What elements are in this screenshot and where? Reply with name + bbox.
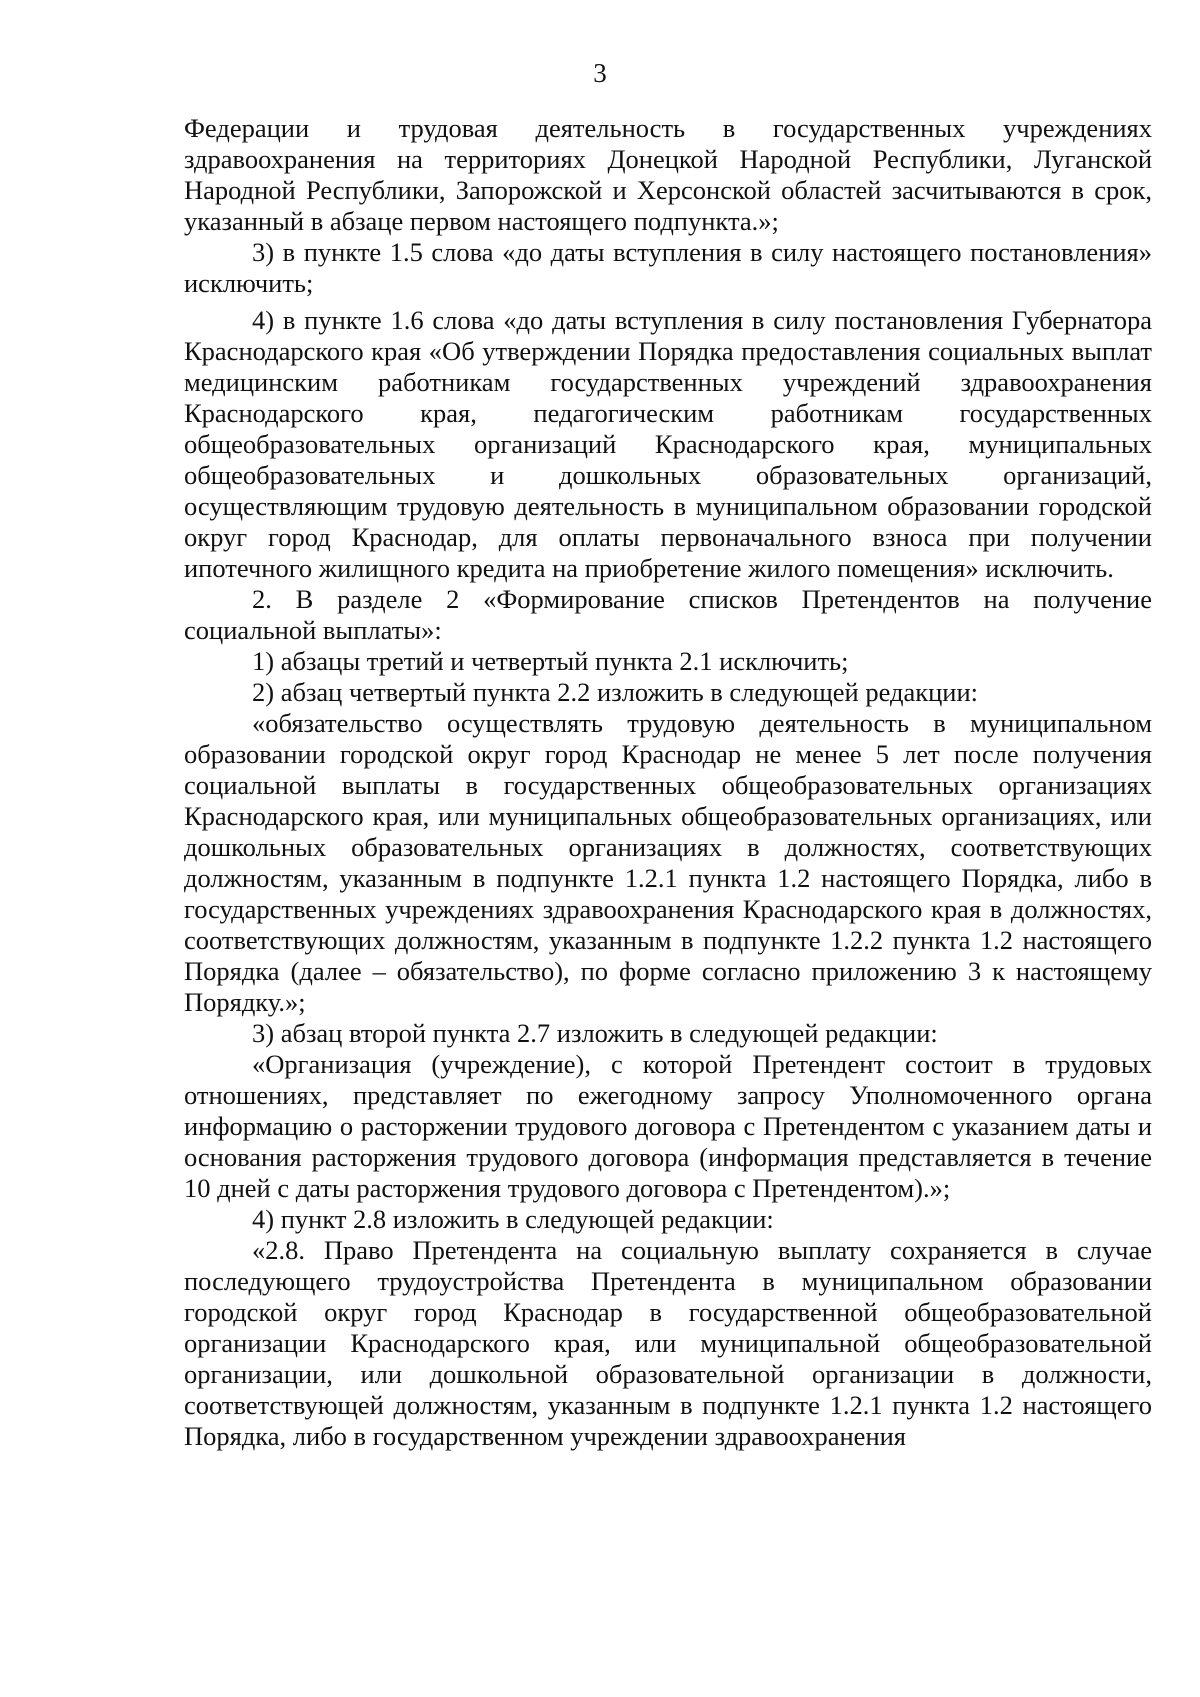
page-number: 3 [593, 58, 607, 88]
paragraph-item-3: 3) в пункте 1.5 слова «до даты вступления в силу настоящего постановления» исключить; [184, 237, 1152, 298]
paragraph-subitem-4: 4) пункт 2.8 изложить в следующей редакции: [252, 1204, 774, 1234]
paragraph-subitem-3: 3) абзац второй пункта 2.7 изложить в следующей редакции: [252, 1018, 938, 1048]
paragraph-right-quote: «2.8. Право Претендента на социальную выплату сохраняется в случае последующего трудоустройства Претендента в муниципальном образовании городской округ город Краснодар в государственной общеобразовательной организации Краснодарского края, или муниципальной общеобразовательной организации, или дошкольной образовательной организации в должности, соответствующей должностям, указанным в подпункте 1.2.1 пункта 1.2 настоящего Порядка, либо в государственном учреждении здравоохранения [184, 1235, 1152, 1451]
paragraph-organization-quote: «Организация (учреждение), с которой Претендент состоит в трудовых отношениях, представляет по ежегодному запросу Уполномоченного органа информацию о расторжении трудового договора с Претендентом с указанием даты и основания расторжения трудового договора (информация представляется в течение 10 дней с даты расторжения трудового договора с Претендентом).»; [184, 1049, 1152, 1203]
paragraph-item-4: 4) в пункте 1.6 слова «до даты вступления в силу постановления Губернатора Краснодарского края «Об утверждении Порядка предоставления социальных выплат медицинским работникам государственных учреждений здравоохранения Краснодарского края, педагогическим работникам государственных общеобразовательных организаций Краснодарского края, муниципальных общеобразовательных и дошкольных образовательных организаций, осуществляющим трудовую деятельность в муниципальном образовании городской округ город Краснодар, для оплаты первоначального взноса при получении ипотечного жилищного кредита на приобретение жилого помещения» исключить. [184, 305, 1152, 583]
paragraph-continuation: Федерации и трудовая деятельность в государственных учреждениях здравоохранения на территориях Донецкой Народной Республики, Луганской Народной Республики, Запорожской и Херсонской областей засчитываются в срок, указанный в абзаце первом настоящего подпункта.»; [184, 113, 1152, 236]
paragraph-subitem-1: 1) абзацы третий и четвертый пункта 2.1 исключить; [252, 646, 849, 676]
paragraph-section-2: 2. В разделе 2 «Формирование списков Претендентов на получение социальной выплаты»: [184, 584, 1152, 645]
paragraph-subitem-2: 2) абзац четвертый пункта 2.2 изложить в следующей редакции: [252, 677, 979, 707]
paragraph-obligation-quote: «обязательство осуществлять трудовую деятельность в муниципальном образовании городской округ город Краснодар не менее 5 лет после получения социальной выплаты в государственных общеобразовательных организациях Краснодарского края, или муниципальных общеобразовательных организациях, или дошкольных образовательных организациях в должностях, соответствующих должностям, указанным в подпункте 1.2.1 пункта 1.2 настоящего Порядка, либо в государственных учреждениях здравоохранения Краснодарского края в должностях, соответствующих должностям, указанным в подпункте 1.2.2 пункта 1.2 настоящего Порядка (далее – обязательство), по форме согласно приложению 3 к настоящему Порядку.»; [184, 708, 1152, 1017]
document-body [184, 113, 1152, 1452]
